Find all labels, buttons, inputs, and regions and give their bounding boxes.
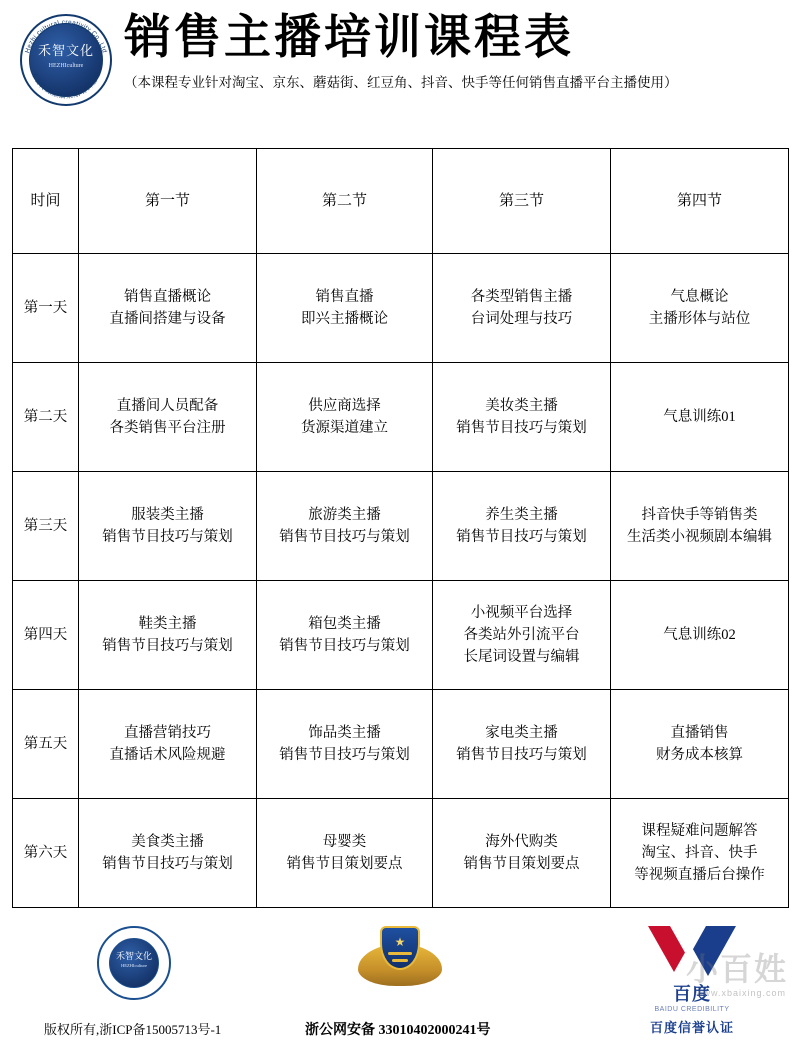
schedule-cell-r3-c1 bbox=[79, 472, 257, 581]
cell-line: 销售直播 bbox=[315, 289, 374, 305]
cell-lines bbox=[259, 831, 430, 875]
cell-line: 直播间人员配备 bbox=[116, 398, 219, 414]
baidu-name: 百度 bbox=[673, 984, 711, 1004]
cell-line: 供应商选择 bbox=[308, 398, 381, 414]
cell-lines bbox=[435, 395, 608, 439]
schedule-cell-r3-c3 bbox=[433, 472, 611, 581]
cell-line: 销售节目技巧与策划 bbox=[456, 420, 587, 436]
cell-line: 抖音快手等销售类 bbox=[641, 507, 758, 523]
cell-lines bbox=[613, 504, 786, 548]
cell-lines bbox=[613, 820, 786, 886]
cell-lines bbox=[81, 613, 254, 657]
table-row bbox=[13, 690, 789, 799]
baidu-caption: 百度信誉认证 bbox=[649, 1020, 734, 1035]
baidu-v-icon bbox=[644, 926, 740, 978]
row-day-label: 第六天 bbox=[13, 799, 79, 908]
cell-line: 直播销售 bbox=[670, 725, 729, 741]
cell-line: 课程疑难问题解答 bbox=[641, 823, 758, 839]
cell-line: 各类型销售主播 bbox=[470, 289, 573, 305]
cell-line: 各类销售平台注册 bbox=[109, 420, 226, 436]
schedule-cell-r2-c1 bbox=[79, 363, 257, 472]
footer-company-badge bbox=[86, 924, 182, 1000]
cell-lines bbox=[81, 286, 254, 330]
page-header bbox=[0, 0, 800, 118]
cell-line: 生活类小视频剧本编辑 bbox=[627, 529, 772, 545]
schedule-table bbox=[12, 148, 789, 908]
schedule-cell-r1-c3 bbox=[433, 254, 611, 363]
police-emblem-icon bbox=[358, 922, 442, 1000]
police-emblem-badge bbox=[345, 922, 455, 1000]
title-block bbox=[118, 8, 786, 92]
cell-line: 旅游类主播 bbox=[308, 507, 381, 523]
cell-lines bbox=[435, 504, 608, 548]
cell-line: 销售节目技巧与策划 bbox=[456, 747, 587, 763]
cell-line: 直播话术风险规避 bbox=[109, 747, 226, 763]
table-row bbox=[13, 254, 789, 363]
cell-line: 母婴类 bbox=[322, 834, 367, 850]
schedule-cell-r4-c3 bbox=[433, 581, 611, 690]
cell-line: 销售节目技巧与策划 bbox=[279, 638, 410, 654]
row-day-label: 第二天 bbox=[13, 363, 79, 472]
cell-line: 服装类主播 bbox=[131, 507, 204, 523]
cell-lines bbox=[259, 613, 430, 657]
page-title: 销售主播培训课程表 bbox=[124, 12, 574, 64]
row-day-label: 第三天 bbox=[13, 472, 79, 581]
cell-line: 长尾词设置与编辑 bbox=[463, 649, 580, 665]
cell-line: 各类站外引流平台 bbox=[463, 627, 580, 643]
cell-line: 鞋类主播 bbox=[138, 616, 197, 632]
logo-inner-disc bbox=[29, 23, 103, 97]
cell-lines bbox=[435, 602, 608, 668]
cell-lines bbox=[613, 286, 786, 330]
cell-line: 销售节目技巧与策划 bbox=[456, 529, 587, 545]
schedule-cell-r3-c4 bbox=[611, 472, 789, 581]
table-row bbox=[13, 363, 789, 472]
cell-line: 销售节目技巧与策划 bbox=[102, 529, 233, 545]
table-column-header-4: 第四节 bbox=[611, 149, 789, 254]
cell-line: 家电类主播 bbox=[485, 725, 558, 741]
schedule-cell-r6-c1 bbox=[79, 799, 257, 908]
company-logo bbox=[14, 10, 118, 114]
svg-text:Hezhi cultural creativity Co.,: Hezhi cultural creativity Co.,Ltd bbox=[24, 18, 108, 54]
cell-line: 美食类主播 bbox=[131, 834, 204, 850]
footer-logo-brand-cn: 禾智文化 bbox=[115, 951, 152, 961]
cell-line: 货源渠道建立 bbox=[301, 420, 388, 436]
cell-line: 销售直播概论 bbox=[124, 289, 211, 305]
cell-line: 饰品类主播 bbox=[308, 725, 381, 741]
cell-line: 海外代购类 bbox=[485, 834, 558, 850]
cell-line: 直播营销技巧 bbox=[124, 725, 211, 741]
schedule-cell-r5-c3 bbox=[433, 690, 611, 799]
emblem-bar-2 bbox=[392, 959, 408, 962]
svg-text:禾智传媒主播策划培训基地: 禾智传媒主播策划培训基地 bbox=[29, 70, 103, 101]
cell-line: 等视频直播后台操作 bbox=[634, 867, 765, 883]
cell-lines bbox=[259, 504, 430, 548]
logo-brand-en: HEZHIculture bbox=[48, 63, 84, 69]
page-subtitle: （本课程专业针对淘宝、京东、蘑菇街、红豆角、抖音、快手等任何销售直播平台主播使用） bbox=[124, 75, 678, 90]
cell-lines bbox=[435, 722, 608, 766]
table-column-header-1: 第一节 bbox=[79, 149, 257, 254]
cell-line: 销售节目技巧与策划 bbox=[102, 856, 233, 872]
cell-line: 财务成本核算 bbox=[656, 747, 743, 763]
schedule-cell-r3-c2 bbox=[257, 472, 433, 581]
row-day-label: 第一天 bbox=[13, 254, 79, 363]
schedule-cell-r4-c4 bbox=[611, 581, 789, 690]
schedule-table-wrap bbox=[0, 118, 800, 908]
schedule-cell-r1-c2 bbox=[257, 254, 433, 363]
schedule-cell-r2-c4 bbox=[611, 363, 789, 472]
schedule-cell-r6-c2 bbox=[257, 799, 433, 908]
cell-line: 销售节目技巧与策划 bbox=[279, 747, 410, 763]
cell-lines bbox=[259, 395, 430, 439]
cell-line: 气息训练02 bbox=[663, 627, 736, 643]
emblem-bar-1 bbox=[388, 952, 412, 955]
logo-brand-cn: 禾智文化 bbox=[37, 43, 94, 58]
row-day-label: 第四天 bbox=[13, 581, 79, 690]
cell-line: 销售节目技巧与策划 bbox=[279, 529, 410, 545]
cell-line: 台词处理与技巧 bbox=[470, 311, 573, 327]
table-column-header-3: 第三节 bbox=[433, 149, 611, 254]
schedule-cell-r5-c2 bbox=[257, 690, 433, 799]
schedule-cell-r6-c3 bbox=[433, 799, 611, 908]
table-row bbox=[13, 799, 789, 908]
page-footer bbox=[0, 924, 800, 1044]
cell-lines bbox=[81, 395, 254, 439]
cell-line: 销售节目策划要点 bbox=[286, 856, 403, 872]
baidu-name-en: BAIDU CREDIBILITY bbox=[654, 1006, 730, 1013]
cell-line: 小视频平台选择 bbox=[470, 605, 573, 621]
table-header-row bbox=[13, 149, 789, 254]
watermark-url: www.xbaixing.com bbox=[695, 988, 786, 998]
cell-line: 即兴主播概论 bbox=[301, 311, 388, 327]
schedule-cell-r4-c2 bbox=[257, 581, 433, 690]
cell-line: 直播间搭建与设备 bbox=[109, 311, 226, 327]
footer-legal-line bbox=[0, 1018, 800, 1038]
cell-lines bbox=[613, 406, 786, 428]
schedule-cell-r5-c1 bbox=[79, 690, 257, 799]
cell-lines bbox=[81, 504, 254, 548]
table-column-header-0: 时间 bbox=[13, 149, 79, 254]
company-badge-ring bbox=[97, 926, 171, 1000]
cell-lines bbox=[435, 831, 608, 875]
company-badge-disc bbox=[109, 938, 159, 988]
cell-line: 气息概论 bbox=[670, 289, 729, 305]
schedule-cell-r2-c3 bbox=[433, 363, 611, 472]
cell-lines bbox=[81, 722, 254, 766]
schedule-cell-r1-c1 bbox=[79, 254, 257, 363]
table-row bbox=[13, 581, 789, 690]
cell-line: 箱包类主播 bbox=[308, 616, 381, 632]
emblem-star-icon: ★ bbox=[394, 935, 406, 949]
schedule-cell-r2-c2 bbox=[257, 363, 433, 472]
schedule-cell-r4-c1 bbox=[79, 581, 257, 690]
schedule-cell-r1-c4 bbox=[611, 254, 789, 363]
row-day-label: 第五天 bbox=[13, 690, 79, 799]
schedule-cell-r6-c4 bbox=[611, 799, 789, 908]
copyright-text: 版权所有,浙ICP备15005713号-1 bbox=[44, 1022, 222, 1037]
table-row bbox=[13, 472, 789, 581]
cell-lines bbox=[81, 831, 254, 875]
watermark-text: 小百姓 bbox=[685, 951, 788, 987]
cell-line: 养生类主播 bbox=[485, 507, 558, 523]
cell-line: 主播形体与站位 bbox=[648, 311, 751, 327]
cell-line: 淘宝、抖音、快手 bbox=[641, 845, 758, 861]
police-record-number: 浙公网安备 33010402000241号 bbox=[305, 1023, 491, 1038]
cell-line: 销售节目技巧与策划 bbox=[102, 638, 233, 654]
cell-line: 气息训练01 bbox=[663, 409, 736, 425]
cell-line: 美妆类主播 bbox=[485, 398, 558, 414]
baidu-v-cut bbox=[670, 926, 706, 958]
cell-lines bbox=[259, 286, 430, 330]
cell-lines bbox=[435, 286, 608, 330]
cell-line: 销售节目策划要点 bbox=[463, 856, 580, 872]
schedule-cell-r5-c4 bbox=[611, 690, 789, 799]
cell-lines bbox=[613, 722, 786, 766]
footer-logo-brand-en: HEZHIculture bbox=[121, 963, 147, 968]
table-column-header-2: 第二节 bbox=[257, 149, 433, 254]
cell-lines bbox=[613, 624, 786, 646]
cell-lines bbox=[259, 722, 430, 766]
